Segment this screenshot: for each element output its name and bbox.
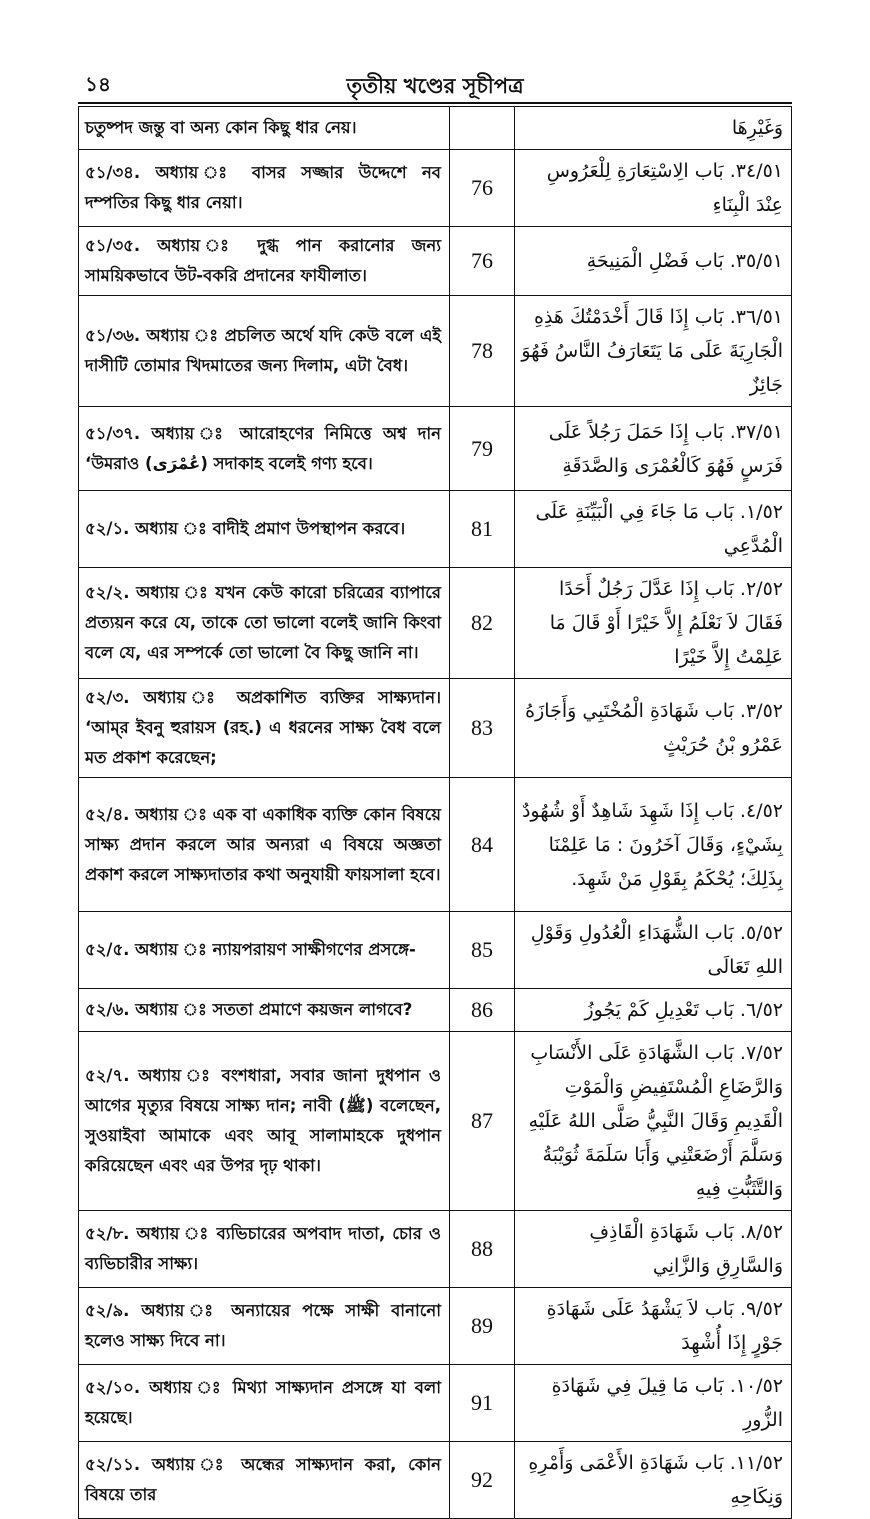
bengali-chapter-title: ৫২/৯. অধ্যায় ঃ অন্যায়ের পক্ষে সাক্ষী বানানো হলেও সাক্ষ্য দিবে না।: [79, 1288, 450, 1365]
bengali-chapter-title: ৫১/৩৫. অধ্যায় ঃ দুগ্ধ পান করানোর জন্য সাময়িকভাবে উট-বকরি প্রদানের ফাযীলাত।: [79, 227, 450, 296]
bengali-chapter-title: ৫২/৪. অধ্যায় ঃ এক বা একাধিক ব্যক্তি কোন বিষয়ে সাক্ষ্য প্রদান করলে আর অন্যরা এ বিষয়ে অজ্ঞতা প্রকাশ করলে সাক্ষ্যদাতার কথা অনুযায়ী ফায়সালা হবে।: [79, 778, 450, 912]
table-row: [79, 1032, 792, 1211]
table-row: [79, 491, 792, 568]
bengali-chapter-title: ৫২/৬. অধ্যায় ঃ সততা প্রমাণে কয়জন লাগবে?: [79, 989, 450, 1032]
bengali-chapter-title: ৫২/৩. অধ্যায় ঃ অপ্রকাশিত ব্যক্তির সাক্ষ্যদান। ‘আম্‌র ইবনু হুরায়স (রহ.) এ ধরনের সাক্ষ্য বৈধ বলে মত প্রকাশ করেছেন;: [79, 679, 450, 778]
arabic-chapter-title: ٣/٥٢. بَاب شَهَادَةِ الْمُخْتَبِي وَأَجَازَهُ عَمْرُو بْنُ حُرَيْثٍ: [515, 679, 792, 778]
bengali-chapter-title: ৫১/৩৬. অধ্যায় ঃ প্রচলিত অর্থে যদি কেউ বলে এই দাসীটি তোমার খিদমাতের জন্য দিলাম, এটা বৈধ।: [79, 296, 450, 407]
bengali-chapter-title: ৫২/২. অধ্যায় ঃ যখন কেউ কারো চরিত্রের ব্যাপারে প্রত্যয়ন করে যে, তাকে তো ভালো বলেই জানি কিংবা বলে যে, এর সম্পর্কে তো ভালো বৈ কিছু জানি না।: [79, 568, 450, 679]
bengali-chapter-title: ৫১/৩৪. অধ্যায় ঃ বাসর সজ্জার উদ্দেশে নব দম্পতির কিছু ধার নেয়া।: [79, 150, 450, 227]
page-ref: 82: [450, 568, 515, 679]
bengali-chapter-title: ৫২/১০. অধ্যায় ঃ মিথ্যা সাক্ষ্যদান প্রসঙ্গে যা বলা হয়েছে।: [79, 1365, 450, 1442]
table-row: [79, 1442, 792, 1519]
page-ref: 85: [450, 912, 515, 989]
arabic-chapter-title: ١١/٥٢. بَاب شَهَادَةِ الأَعْمَى وَأَمْرِهِ وَنِكَاحِهِ: [515, 1442, 792, 1519]
page-ref: 91: [450, 1365, 515, 1442]
page-number: ১৪: [85, 72, 111, 96]
page-ref: 76: [450, 150, 515, 227]
header-rule: [78, 102, 792, 104]
bengali-chapter-title: ৫১/৩৭. অধ্যায় ঃ আরোহণের নিমিত্তে অশ্ব দান ‘উমরাও (عُمْرَى) সদাকাহ বলেই গণ্য হবে।: [79, 407, 450, 491]
page-ref: 86: [450, 989, 515, 1032]
arabic-chapter-title: وَغَيْرِهَا: [515, 107, 792, 150]
arabic-chapter-title: ١/٥٢. بَاب مَا جَاءَ فِي الْبَيِّنَةِ عَلَى الْمُدَّعِي: [515, 491, 792, 568]
arabic-chapter-title: ٣٧/٥١. بَاب إِذَا حَمَلَ رَجُلاً عَلَى فَرَسٍ فَهُوَ كَالْعُمْرَى وَالصَّدَقَةِ: [515, 407, 792, 491]
arabic-chapter-title: ٦/٥٢. بَاب تَعْدِيلِ كَمْ يَجُوزُ: [515, 989, 792, 1032]
arabic-chapter-title: ٤/٥٢. بَاب إِذَا شَهِدَ شَاهِدٌ أَوْ شُهُودٌ بِشَيْءٍ، وَقَالَ آخَرُونَ : مَا عَلِمْنَا بِذَلِكَ؛ يُحْكَمُ بِقَوْلِ مَنْ شَهِدَ.: [515, 778, 792, 912]
table-row: [79, 407, 792, 491]
table-row: [79, 568, 792, 679]
bengali-chapter-title: ৫২/১. অধ্যায় ঃ বাদীই প্রমাণ উপস্থাপন করবে।: [79, 491, 450, 568]
table-row: [79, 296, 792, 407]
table-row: [79, 1211, 792, 1288]
arabic-chapter-title: ٨/٥٢. بَاب شَهَادَةِ الْقَاذِفِ وَالسَّارِقِ وَالزَّانِي: [515, 1211, 792, 1288]
arabic-chapter-title: ٣٦/٥١. بَاب إِذَا قَالَ أَخْدَمْتُكَ هَذِهِ الْجَارِيَةَ عَلَى مَا يَتَعَارَفُ النَّاسُ فَهُوَ جَائِزٌ: [515, 296, 792, 407]
table-row: [79, 1288, 792, 1365]
page-ref: 92: [450, 1442, 515, 1519]
bengali-chapter-title: ৫২/১১. অধ্যায় ঃ অন্ধের সাক্ষ্যদান করা, কোন বিষয়ে তার: [79, 1442, 450, 1519]
page-ref: [450, 107, 515, 150]
page-ref: 78: [450, 296, 515, 407]
page-ref: 79: [450, 407, 515, 491]
table-row: [79, 778, 792, 912]
bengali-chapter-title: ৫২/৮. অধ্যায় ঃ ব্যভিচারের অপবাদ দাতা, চোর ও ব্যভিচারীর সাক্ষ্য।: [79, 1211, 450, 1288]
arabic-chapter-title: ٣٤/٥١. بَاب الِاسْتِعَارَةِ لِلْعَرُوسِ عِنْدَ الْبِنَاءِ: [515, 150, 792, 227]
table-row: [79, 989, 792, 1032]
page-ref: 83: [450, 679, 515, 778]
table-row: [79, 912, 792, 989]
page-header: [0, 0, 870, 100]
table-row: [79, 107, 792, 150]
arabic-chapter-title: ٢/٥٢. بَاب إِذَا عَدَّلَ رَجُلٌ أَحَدًا فَقَالَ لاَ نَعْلَمُ إِلاَّ خَيْرًا أَوْ قَالَ مَا عَلِمْتُ إِلاَّ خَيْرًا: [515, 568, 792, 679]
table-row: [79, 150, 792, 227]
page-ref: 76: [450, 227, 515, 296]
arabic-chapter-title: ٧/٥٢. بَاب الشَّهَادَةِ عَلَى الأَنْسَابِ وَالرَّضَاعِ الْمُسْتَفِيضِ وَالْمَوْتِ الْقَدِيمِ وَقَالَ النَّبِيُّ صَلَّى اللهُ عَلَيْهِ وَسَلَّمَ أَرْضَعَتْنِي وَأَبَا سَلَمَةَ ثُوَيْبَةُ وَالتَّثَبُّتِ فِيهِ: [515, 1032, 792, 1211]
page-ref: 87: [450, 1032, 515, 1211]
arabic-chapter-title: ٥/٥٢. بَاب الشُّهَدَاءِ الْعُدُولِ وَقَوْلِ اللهِ تَعَالَى: [515, 912, 792, 989]
arabic-chapter-title: ٩/٥٢. بَاب لاَ يَشْهَدُ عَلَى شَهَادَةِ جَوْرٍ إِذَا أُشْهِدَ: [515, 1288, 792, 1365]
arabic-chapter-title: ١٠/٥٢. بَاب مَا قِيلَ فِي شَهَادَةِ الزُّورِ: [515, 1365, 792, 1442]
bengali-chapter-title: ৫২/৭. অধ্যায় ঃ বংশধারা, সবার জানা দুধপান ও আগের মৃত্যুর বিষয়ে সাক্ষ্য দান; নাবী (ﷺ) বলেছেন, সুওয়াইবা আমাকে এবং আবূ সালামাহকে দুধপান করিয়েছেন এবং এর উপর দৃঢ় থাকা।: [79, 1032, 450, 1211]
arabic-chapter-title: ٣٥/٥١. بَاب فَضْلِ الْمَنِيحَةِ: [515, 227, 792, 296]
table-row: [79, 1365, 792, 1442]
table-row: [79, 227, 792, 296]
bengali-chapter-title: চতুষ্পদ জন্তু বা অন্য কোন কিছু ধার নেয়।: [79, 107, 450, 150]
table-row: [79, 679, 792, 778]
contents-table-body: [79, 107, 792, 1519]
contents-table: [78, 106, 792, 1519]
bengali-chapter-title: ৫২/৫. অধ্যায় ঃ ন্যায়পরায়ণ সাক্ষীগণের প্রসঙ্গে-: [79, 912, 450, 989]
page-ref: 84: [450, 778, 515, 912]
page-ref: 81: [450, 491, 515, 568]
page-title: তৃতীয় খণ্ডের সূচীপত্র: [346, 74, 524, 98]
page-ref: 88: [450, 1211, 515, 1288]
page-ref: 89: [450, 1288, 515, 1365]
